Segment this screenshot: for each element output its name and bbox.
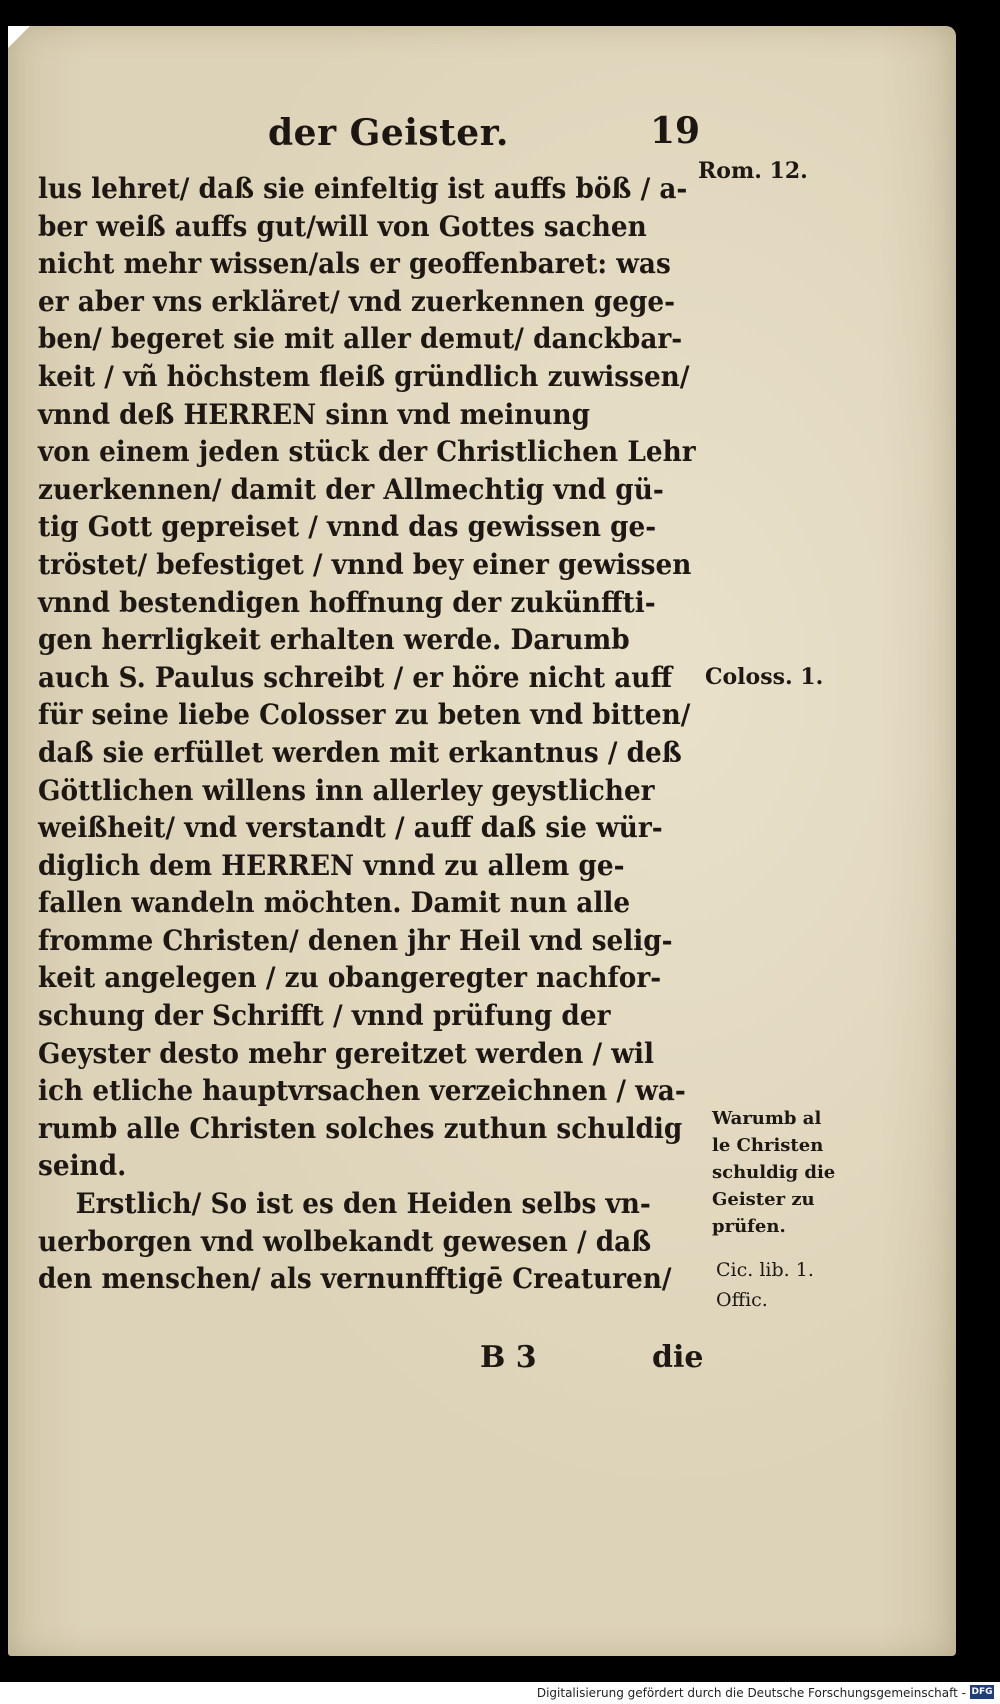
marginal-note-line: schuldig die xyxy=(712,1162,836,1183)
body-line: ber weiß auffs gut/will von Gottes sachen xyxy=(38,209,647,243)
body-line: ben/ begeret sie mit aller demut/ danckbar- xyxy=(38,322,683,356)
body-line: lus lehret/ daß sie einfeltig ist auffs böß / a- xyxy=(38,172,688,205)
marginal-note-cicero xyxy=(716,1255,836,1315)
body-line: gen herrligkeit erhalten werde. Darumb xyxy=(38,623,630,657)
page-number: 19 xyxy=(650,110,701,152)
marginal-note-line: le Christen xyxy=(712,1135,824,1156)
body-line: auch S. Paulus schreibt / er höre nicht auff xyxy=(38,660,673,694)
body-line: tig Gott gepreiset / vnnd das gewissen ge- xyxy=(38,510,657,544)
body-line: den menschen/ als vernunfftigē Creaturen/ xyxy=(38,1262,672,1296)
marginal-note-line: prüfen. xyxy=(712,1216,786,1237)
body-line: ich etliche hauptvrsachen verzeichnen / wa- xyxy=(38,1074,686,1108)
body-line: uerborgen vnd wolbekandt gewesen / daß xyxy=(38,1224,652,1258)
marginal-note-line: Warumb al xyxy=(712,1108,822,1129)
digitization-credit: Digitalisierung gefördert durch die Deutsche Forschungsgemeinschaft - xyxy=(536,1686,966,1700)
body-line: fromme Christen/ denen jhr Heil vnd selig- xyxy=(38,923,673,957)
body-line: weißheit/ vnd verstandt / auff daß sie wür- xyxy=(38,811,663,845)
body-line: nicht mehr wissen/als er geoffenbaret: was xyxy=(38,247,671,281)
signature-mark: B 3 xyxy=(480,1340,537,1375)
body-line: rumb alle Christen solches zuthun schuldig xyxy=(38,1111,683,1145)
marginal-note-warumb xyxy=(712,1105,842,1240)
body-text xyxy=(38,170,718,1298)
body-line: für seine liebe Colosser zu beten vnd bitten/ xyxy=(38,698,691,732)
body-line: schung der Schrifft / vnnd prüfung der xyxy=(38,999,611,1033)
body-line: von einem jeden stück der Christlichen Lehr xyxy=(38,435,696,469)
body-line: fallen wandeln möchten. Damit nun alle xyxy=(38,886,631,920)
body-line: Erstlich/ So ist es den Heiden selbs vn- xyxy=(75,1187,651,1221)
catchword: die xyxy=(652,1340,704,1375)
body-line: Göttlichen willens inn allerley geystlicher xyxy=(38,773,655,807)
page-corner-mark xyxy=(8,26,30,48)
marginal-note-line: Offic. xyxy=(716,1289,768,1311)
body-line: daß sie erfüllet werden mit erkantnus / deß xyxy=(38,735,682,769)
body-line: vnnd deß HERREN sinn vnd meinung xyxy=(38,397,591,431)
marginal-note-rom: Rom. 12. xyxy=(698,158,808,184)
body-line: seind. xyxy=(38,1149,127,1183)
body-line: vnnd bestendigen hoffnung der zukünffti- xyxy=(38,585,656,619)
marginal-note-line: Cic. lib. 1. xyxy=(716,1259,814,1281)
dfg-logo: DFG xyxy=(971,1687,993,1697)
marginal-note-coloss: Coloss. 1. xyxy=(705,664,824,690)
running-title: der Geister. xyxy=(268,112,509,154)
marginal-note-line: Geister zu xyxy=(712,1189,815,1210)
body-line: keit / vñ höchstem fleiß gründlich zuwissen/ xyxy=(38,359,690,393)
body-line: zuerkennen/ damit der Allmechtig vnd gü- xyxy=(38,472,664,506)
body-line: diglich dem HERREN vnnd zu allem ge- xyxy=(38,848,625,882)
body-line: keit angelegen / zu obangeregter nachfor- xyxy=(38,961,662,995)
body-line: er aber vns erkläret/ vnd zuerkennen gege- xyxy=(38,284,676,318)
body-line: Geyster desto mehr gereitzet werden / wil xyxy=(38,1036,654,1070)
body-line: tröstet/ befestiget / vnnd bey einer gewissen xyxy=(38,547,692,581)
